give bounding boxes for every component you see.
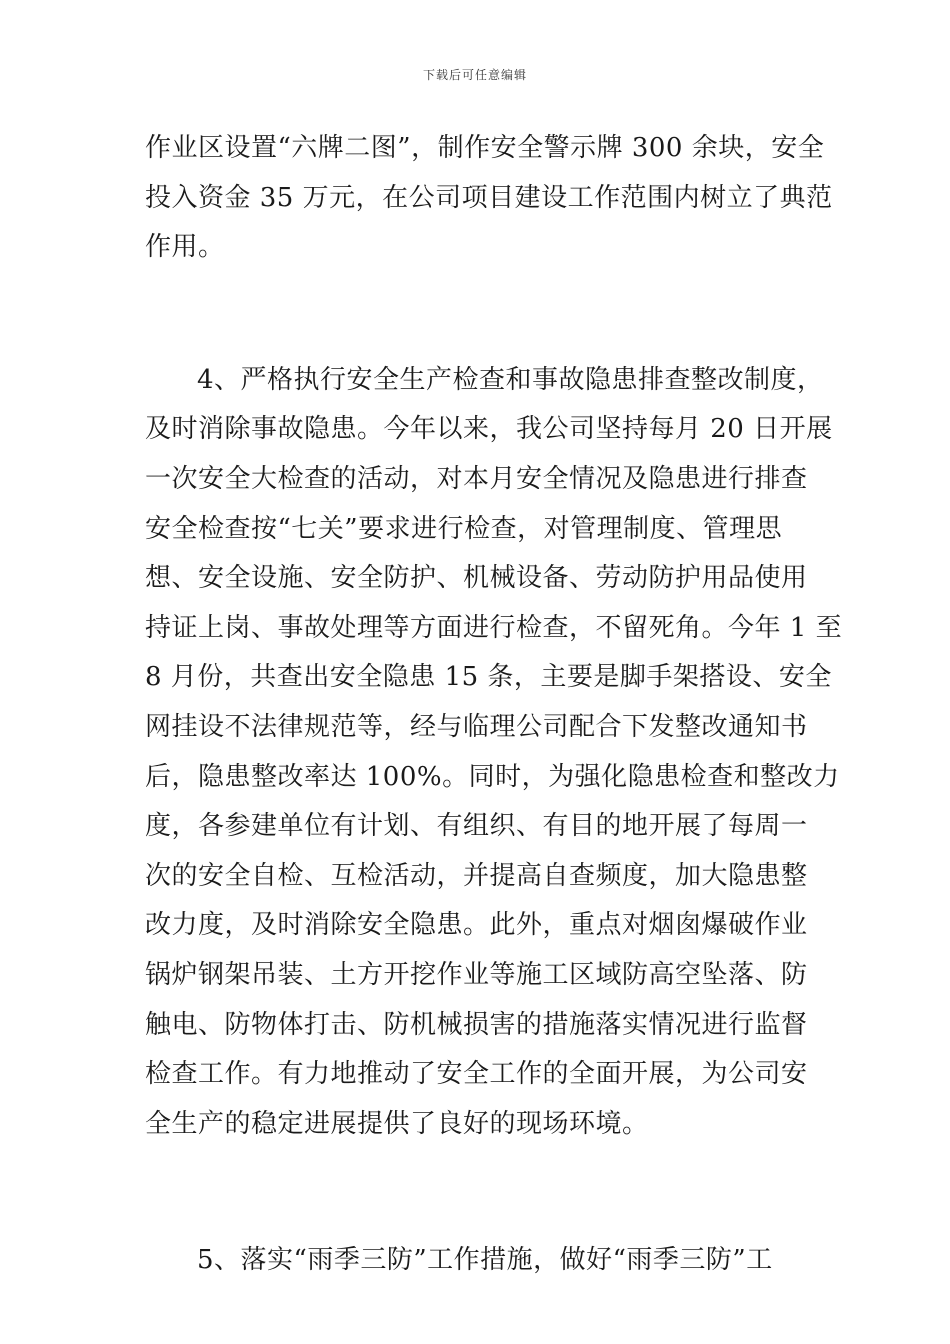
text-line: 改力度，及时消除安全隐患。此外，重点对烟囱爆破作业	[145, 910, 808, 941]
document-body	[145, 124, 843, 1286]
page-header: 下载后可任意编辑	[422, 68, 527, 82]
text-line: 后，隐患整改率达 100%。同时，为强化隐患检查和整改力	[145, 761, 840, 792]
text-line: 及时消除事故隐患。今年以来，我公司坚持每月 20 日开展	[145, 414, 833, 445]
paragraph-spacer	[145, 273, 815, 356]
text-line: 度，各参建单位有计划、有组织、有目的地开展了每周一	[145, 811, 808, 842]
text-line: 锅炉钢架吊装、土方开挖作业等施工区域防高空坠落、防	[145, 959, 808, 990]
text-line: 次的安全自检、互检活动，并提高自查频度，加大隐患整	[145, 860, 808, 891]
paragraph-item-4	[145, 356, 843, 1150]
text-line: 持证上岗、事故处理等方面进行检查，不留死角。今年 1 至	[145, 612, 843, 643]
paragraph-spacer	[145, 1149, 815, 1236]
text-line: 作用。	[145, 232, 225, 263]
text-line: 8 月份，共查出安全隐患 15 条，主要是脚手架搭设、安全	[145, 662, 832, 693]
text-line: 网挂设不法律规范等，经与临理公司配合下发整改通知书	[145, 711, 808, 742]
text-line: 一次安全大检查的活动，对本月安全情况及隐患进行排查	[145, 463, 808, 494]
text-line: 安全检查按“七关”要求进行检查，对管理制度、管理思	[145, 513, 783, 544]
text-line: 投入资金 35 万元，在公司项目建设工作范围内树立了典范	[145, 182, 833, 213]
text-line: 全生产的稳定进展提供了良好的现场环境。	[145, 1108, 649, 1139]
paragraph-item-5	[145, 1236, 815, 1286]
text-line: 想、安全设施、安全防护、机械设备、劳动防护用品使用	[145, 563, 808, 594]
text-line: 作业区设置“六牌二图”，制作安全警示牌 300 余块，安全	[145, 133, 825, 163]
text-line: 检查工作。有力地推动了安全工作的全面开展，为公司安	[145, 1059, 808, 1090]
text-line: 4、严格执行安全生产检查和事故隐患排查整改制度，	[197, 364, 824, 395]
text-line: 5、落实“雨季三防”工作措施，做好“雨季三防”工	[197, 1245, 773, 1276]
paragraph-continuation	[145, 124, 833, 273]
text-line: 触电、防物体打击、防机械损害的措施落实情况进行监督	[145, 1009, 808, 1040]
